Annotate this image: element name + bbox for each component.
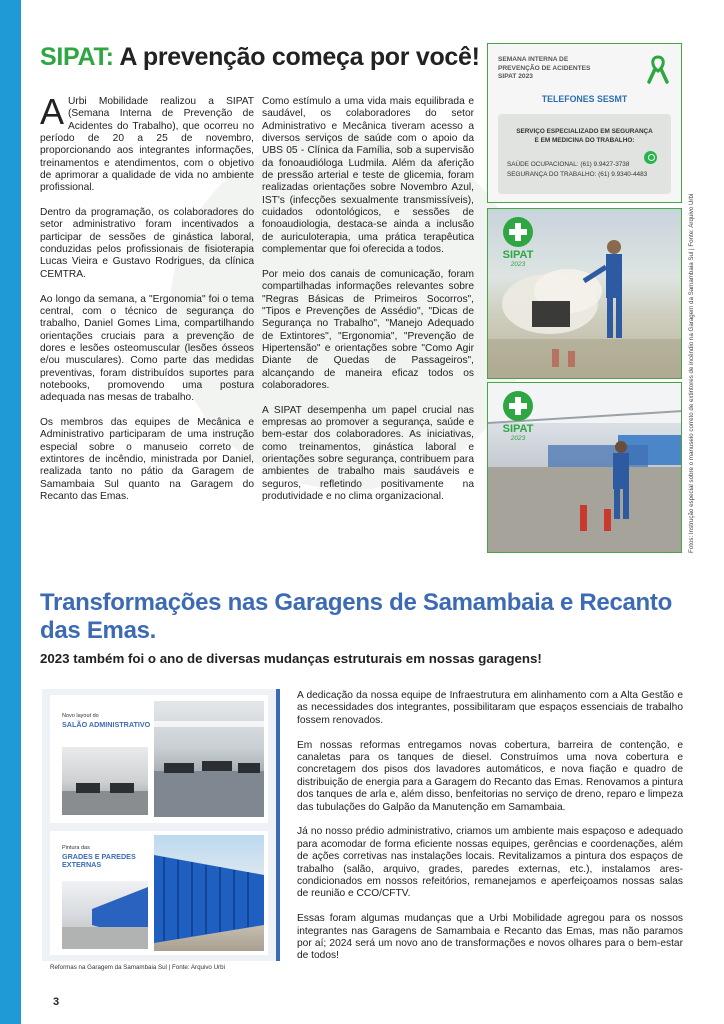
sipat-logo bbox=[498, 391, 538, 442]
paragraph bbox=[40, 91, 254, 195]
collage-caption: Reformas na Garagem da Samambaia Sul | Fonte: Arquivo Urbi bbox=[50, 964, 225, 971]
photo-caption-vertical: Fotos: Instrução especial sobre o manuseio correto de extintores de incêndio na Garagem da Samambaia Sul | Fonte: Arquivo Urbi bbox=[688, 193, 695, 553]
collage-label-big: EXTERNAS bbox=[62, 860, 102, 869]
exterior-wall-photo-small bbox=[62, 881, 148, 949]
sesmt-phones-card bbox=[487, 43, 682, 203]
sipat-title-highlight: SIPAT: bbox=[40, 43, 114, 71]
paragraph: Já no nosso prédio administrativo, criamos um ambiente mais espaçoso e adequado para acomodar de forma eficiente nossas equipes, gerências e coordenações, além de ações corretivas nas instalações locais. Revitalizamos a pintura dos espaços de trabalho (salão, arquivo, grades, paredes externas, etc.), instalamos ares-condicionados em nossos refeitórios, remanejamos e aperfeiçoamos nossas salas de reunião e CCO/CFTV. bbox=[297, 826, 683, 900]
paragraph: Por meio dos canais de comunicação, foram compartilhadas informações relevantes sobre "Regras Básicas de Primeiros Socorros", "Tipos e Prevenções de Assédio", "Dicas de Segurança no Trabalho", "Manejo Adequado de Extintores", "Ergonomia", "Prevenção de Hipertensão" e orientações sobre "Como Agir Diante de Quedas de Passageiros", alcançando de maneira eficaz todos os colaboradores. bbox=[262, 268, 474, 391]
sipat-logo-word: SIPAT bbox=[502, 423, 534, 435]
collage-label-admin bbox=[62, 713, 150, 729]
sipat-logo-year: 2023 bbox=[510, 261, 526, 268]
collage-label-small: Pintura das bbox=[62, 845, 90, 851]
extinguisher-training-photo-2 bbox=[487, 382, 682, 553]
sipat-column-1 bbox=[40, 91, 254, 516]
admin-office-photo-main bbox=[154, 701, 264, 817]
garagens-text-column bbox=[297, 690, 683, 975]
garagens-title: Transformações nas Garagens de Samambaia e Recanto das Emas. bbox=[40, 589, 672, 644]
sesmt-service-box bbox=[498, 114, 671, 194]
whatsapp-icon bbox=[644, 151, 657, 164]
paragraph: Ao longo da semana, a "Ergonomia" foi o tema central, com o técnico de segurança do trabalho, Daniel Gomes Lima, compartilhando orientações cruciais para a prevenção de dores e lesões osteomuscular (lesões ósseos e/ou musculares). Como parte das medidas preventivas, foram distribuídos suportes para notebooks, promovendo uma postura adequada nas mesas de trabalho. bbox=[40, 293, 254, 404]
blue-fence-scene bbox=[154, 835, 264, 951]
garagens-subtitle: 2023 também foi o ano de diversas mudanças estruturais em nossas garagens! bbox=[40, 651, 542, 666]
blue-fence-photo-main bbox=[154, 835, 264, 951]
sipat-logo-year: 2023 bbox=[510, 435, 526, 442]
reform-photo-collage bbox=[42, 689, 276, 961]
admin-office-photo-small bbox=[62, 747, 148, 815]
exterior-walkway-scene bbox=[62, 881, 148, 949]
service-line: SERVIÇO ESPECIALIZADO EM SEGURANÇA bbox=[516, 128, 653, 135]
collage-card-exterior bbox=[50, 831, 268, 955]
header-line: SIPAT 2023 bbox=[498, 73, 533, 80]
header-line: PREVENÇÃO DE ACIDENTES bbox=[498, 64, 591, 72]
paragraph: Em nossas reformas entregamos novas cobertura, barreira de contenção, e canaletas para os tanques de diesel. Construímos uma nova cobertura e concretagem dos pisos dos lavadores automáticos, e nova fiação e quadro de distribuição de energia para a Garagem do Recanto das Emas. Renovamos a pintura dos tanques de arla e, além disso, benfeitorias no serviço de dreno, reparo e limpeza das tubulações do Galpão da Manutenção em Samambaia. bbox=[297, 739, 683, 813]
sipat-column-2 bbox=[262, 96, 474, 516]
work-safety-phone: SEGURANÇA DO TRABALHO: (61) 9.9340-4483 bbox=[507, 171, 648, 178]
collage-label-exterior bbox=[62, 845, 136, 870]
collage-card-admin bbox=[50, 695, 268, 823]
left-accent-bar bbox=[0, 0, 21, 1024]
paragraph: A SIPAT desempenha um papel crucial nas empresas ao promover a segurança, saúde e bem-estar dos colaboradores. As iniciativas, como treinamentos, ginástica laboral e orientações sobre segurança, contribuem para ambientes de trabalho mais saudáveis e seguros, refletindo positivamente na produtividade e no clima organizacional. bbox=[262, 404, 474, 502]
sipat-title bbox=[40, 43, 480, 72]
paragraph: Essas foram algumas mudanças que a Urbi Mobilidade agregou para os nossos integrantes nas Garagens de Samambaia e Recanto das Emas, mas não paramos por aí; 2024 será um novo ano de transformações e novos olhares para o bem-estar de todos! bbox=[297, 913, 683, 962]
collage-accent-edge bbox=[276, 689, 280, 961]
drop-cap: A bbox=[40, 91, 65, 132]
office-desks-scene bbox=[154, 701, 264, 817]
paragraph: Dentro da programação, os colaboradores do setor administrativo foram incentivados a participar de sessões de ginástica laboral, conduzidas pelos profissionais de fisioterapia Lucas Vieira e Gustavo Rodrigues, da clínica CEMTRA. bbox=[40, 207, 254, 280]
extinguisher-training-photo-1 bbox=[487, 208, 682, 379]
header-line: SEMANA INTERNA DE bbox=[498, 56, 569, 63]
collage-label-big: SALÃO ADMINISTRATIVO bbox=[62, 719, 151, 729]
green-cross-icon bbox=[503, 391, 533, 421]
paragraph-text: Urbi Mobilidade realizou a SIPAT (Semana Interna de Prevenção de Acidentes do Trabalho), que ocorreu no período de 20 a 25 de novembro, proporcionando aos integrantes informações, treinamentos e atendimentos, com o objetivo de aprimorar a qualidade de vida no ambiente profissional. bbox=[40, 96, 254, 194]
sipat-title-rest: A prevenção começa por você! bbox=[119, 43, 480, 71]
service-line: E EM MEDICINA DO TRABALHO: bbox=[534, 137, 635, 144]
sipat-logo-word: SIPAT bbox=[502, 249, 534, 261]
green-ribbon-icon bbox=[645, 54, 671, 84]
paragraph: A dedicação da nossa equipe de Infraestrutura em alinhamento com a Alta Gestão e as necessidades dos integrantes, possibilitaram que espaços essenciais de trabalho fossem renovados. bbox=[297, 690, 683, 726]
phones-title: TELEFONES SESMT bbox=[541, 94, 628, 104]
collage-label-big: GRADES E PAREDES bbox=[62, 851, 136, 861]
service-title bbox=[498, 127, 671, 145]
sesmt-card-header bbox=[498, 56, 590, 82]
occupational-health-phone: SAÚDE OCUPACIONAL: (61) 9.9427-3738 bbox=[507, 161, 630, 168]
paragraph: Como estímulo a uma vida mais equilibrada e saudável, os colaboradores do setor Administrativo e Mecânica tiveram acesso a diversos serviços de saúde com o apoio da UBS 05 - Clínica da Família, sob a supervisão da fonoaudióloga Ludmila. Além da aferição de pressão arterial e teste de glicemia, foram realizadas orientações sobre Novembro Azul, IST's (infecções sexualmente transmissíveis), cuidados odontológicos, e sessões de fonoaudiologia, destaca-se ainda a inclusão de auriculoterapia, uma prática terapêutica complementar que foi oferecida a todos. bbox=[262, 96, 474, 256]
page-number: 3 bbox=[53, 996, 60, 1008]
paragraph: Os membros das equipes de Mecânica e Administrativo participaram de uma instrução especial sobre o manuseio correto de extintores de incêndio, ministrada por Daniel, realizada tanto no pátio da Garagem de Samambaia Sul quanto na Garagem do Recanto das Emas. bbox=[40, 416, 254, 502]
sipat-logo bbox=[498, 217, 538, 268]
office-room-scene bbox=[62, 747, 148, 815]
collage-label-small: Novo layout do bbox=[62, 713, 99, 719]
green-cross-icon bbox=[503, 217, 533, 247]
